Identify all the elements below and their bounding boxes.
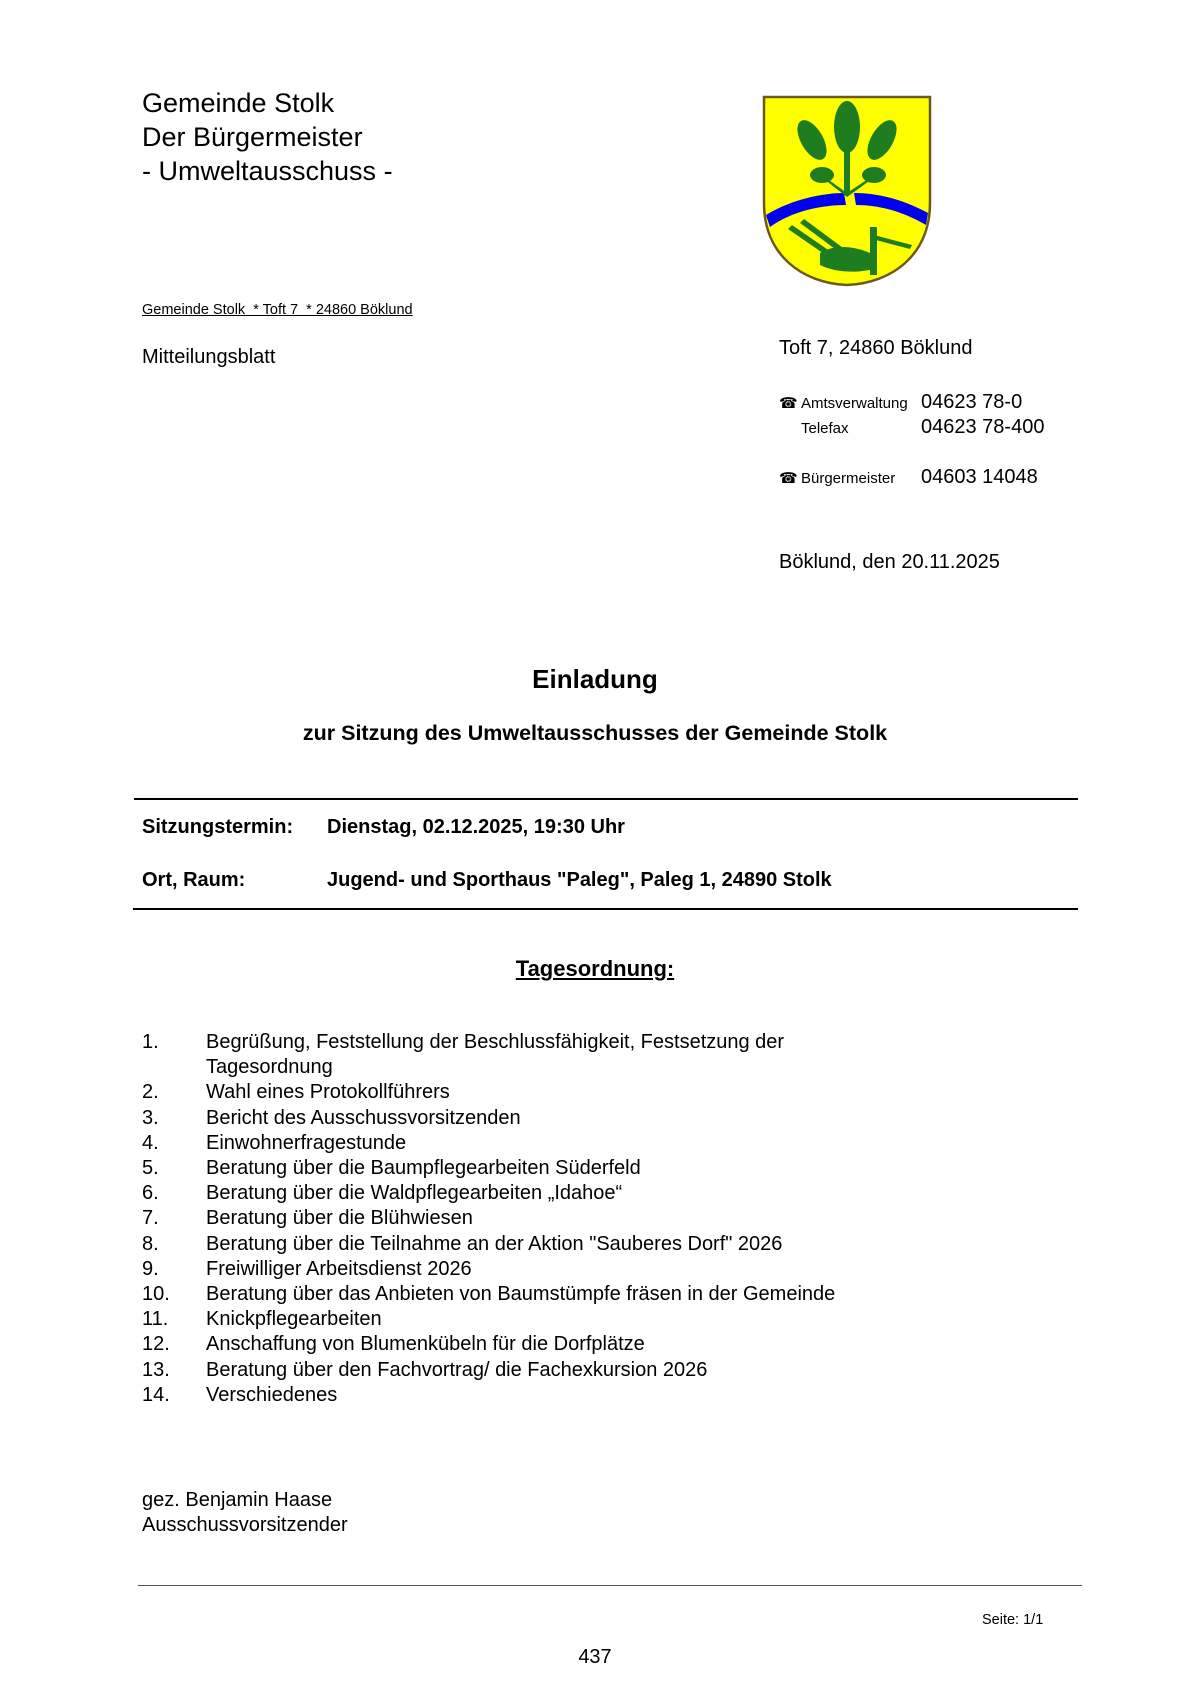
agenda-item-text: Beratung über die Blühwiesen (206, 1207, 473, 1230)
sender-address-line: Gemeinde Stolk * Toft 7 * 24860 Böklund (142, 302, 413, 318)
contact-value: 04603 14048 (921, 466, 1038, 488)
agenda-item-text: Einwohnerfragestunde (206, 1131, 407, 1154)
agenda-item (142, 1131, 906, 1156)
agenda-item-text: Beratung über die Teilnahme an der Aktion "Sauberes Dorf" 2026 (206, 1232, 783, 1255)
org-name: Gemeinde Stolk (142, 88, 335, 118)
agenda-item-text: Beratung über die Waldpflegearbeiten „Idahoe“ (206, 1182, 623, 1205)
contact-row-buergermeister (779, 466, 1038, 489)
office-address: Toft 7, 24860 Böklund (779, 337, 973, 359)
agenda-item-number: 13. (142, 1358, 170, 1381)
divider-top (134, 798, 1078, 800)
signature-block (142, 1488, 348, 1538)
agenda-item (142, 1383, 906, 1408)
agenda-item (142, 1307, 906, 1332)
page-number: 437 (578, 1646, 612, 1668)
agenda-item (142, 1181, 906, 1206)
agenda-item (142, 1156, 906, 1181)
meeting-date-row (142, 816, 625, 839)
signature-name: gez. Benjamin Haase (142, 1489, 333, 1511)
agenda-item (142, 1257, 906, 1282)
contact-row-amtsverwaltung (779, 391, 1022, 414)
agenda-item-number: 14. (142, 1383, 170, 1406)
agenda-item-number: 5. (142, 1157, 159, 1180)
contact-label: Bürgermeister (801, 470, 896, 487)
footer-divider (138, 1585, 1082, 1586)
agenda-item-text: Wahl eines Protokollführers (206, 1081, 450, 1104)
agenda-item-number: 11. (142, 1308, 169, 1331)
agenda-item-text: Beratung über die Baumpflegearbeiten Süderfeld (206, 1157, 641, 1180)
agenda-item-text: Begrüßung, Feststellung der Beschlussfähigkeit, Festsetzung der Tagesordnung (206, 1031, 785, 1079)
coat-of-arms-icon (762, 95, 932, 287)
agenda-item-text: Beratung über den Fachvortrag/ die Fachexkursion 2026 (206, 1358, 708, 1381)
meeting-date-label: Sitzungstermin: (142, 816, 294, 838)
agenda-item (142, 1106, 906, 1131)
agenda-item-number: 6. (142, 1182, 159, 1205)
agenda-item-number: 4. (142, 1131, 159, 1154)
date-line: Böklund, den 20.11.2025 (779, 551, 1000, 573)
agenda-item-text: Verschiedenes (206, 1383, 338, 1406)
signature-role: Ausschussvorsitzender (142, 1514, 348, 1536)
agenda-list (142, 1030, 906, 1408)
agenda-item-text: Bericht des Ausschussvorsitzenden (206, 1106, 521, 1129)
phone-icon: ☎ (779, 470, 798, 487)
contact-value: 04623 78-0 (921, 391, 1023, 413)
organization-header (142, 86, 393, 188)
meeting-location-value: Jugend- und Sporthaus "Paleg", Paleg 1, 24890 Stolk (327, 869, 832, 891)
agenda-item-text: Knickpflegearbeiten (206, 1308, 382, 1331)
agenda-item (142, 1232, 906, 1257)
agenda-item-text: Freiwilliger Arbeitsdienst 2026 (206, 1257, 472, 1280)
agenda-item (142, 1080, 906, 1105)
org-office: Der Bürgermeister (142, 122, 363, 152)
meeting-location-row (142, 869, 832, 892)
agenda-item-number: 9. (142, 1257, 159, 1280)
org-committee: - Umweltausschuss - (142, 156, 393, 186)
agenda-item-text: Anschaffung von Blumenkübeln für die Dorfplätze (206, 1333, 645, 1356)
contact-label: Telefax (801, 420, 849, 437)
agenda-heading: Tagesordnung: (515, 956, 675, 981)
agenda-item-text: Beratung über das Anbieten von Baumstümpfe fräsen in der Gemeinde (206, 1283, 836, 1306)
divider-bottom (133, 908, 1078, 910)
agenda-item-number: 1. (142, 1031, 159, 1053)
meeting-location-label: Ort, Raum: (142, 869, 246, 891)
agenda-item-number: 12. (142, 1333, 170, 1356)
agenda-item-number: 7. (142, 1207, 159, 1230)
contact-label: Amtsverwaltung (801, 395, 908, 412)
document-title: Einladung (532, 664, 658, 694)
contact-value: 04623 78-400 (921, 416, 1045, 438)
publication-label: Mitteilungsblatt (142, 346, 276, 368)
agenda-item-number: 10. (142, 1283, 170, 1306)
meeting-date-value: Dienstag, 02.12.2025, 19:30 Uhr (327, 816, 625, 838)
page-info: Seite: 1/1 (982, 1612, 1044, 1628)
phone-icon: ☎ (779, 395, 798, 412)
agenda-item-number: 2. (142, 1081, 159, 1104)
agenda-item-number: 8. (142, 1232, 159, 1255)
agenda-item-number: 3. (142, 1106, 159, 1129)
agenda-item (142, 1358, 906, 1383)
agenda-item (142, 1282, 906, 1307)
contact-row-telefax (779, 416, 1044, 439)
agenda-item (142, 1030, 906, 1080)
document-subtitle: zur Sitzung des Umweltausschusses der Gemeinde Stolk (302, 721, 888, 745)
agenda-item (142, 1332, 906, 1357)
agenda-item (142, 1206, 906, 1231)
